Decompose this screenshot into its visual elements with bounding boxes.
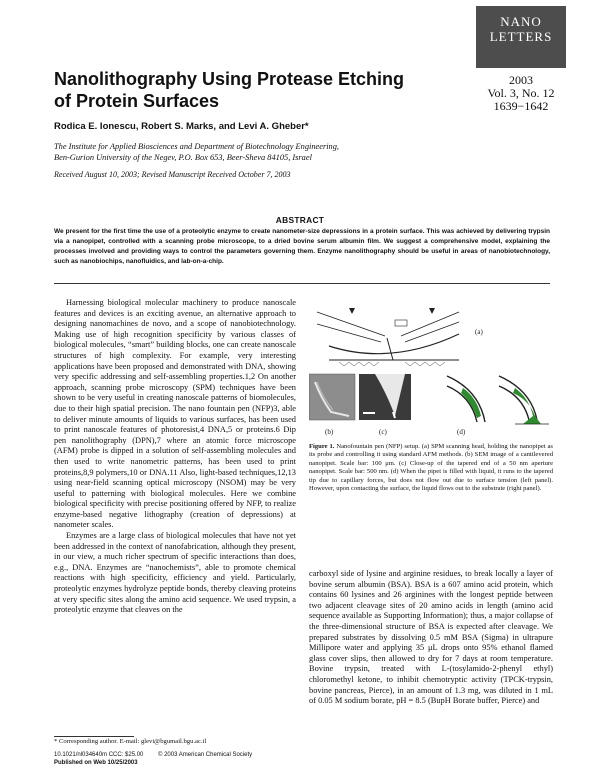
figure-panel-d-left — [447, 376, 485, 422]
figure-label-d: (d) — [457, 428, 466, 436]
authors: Rodica E. Ionescu, Robert S. Marks, and Levi A. Gheber* — [54, 121, 309, 132]
journal-badge — [476, 6, 566, 68]
title-line2: of Protein Surfaces — [54, 91, 220, 111]
journal-year: 2003 — [509, 73, 533, 87]
figure-panel-d-right — [499, 376, 549, 424]
copyright: © 2003 American Chemical Society — [158, 752, 253, 758]
journal-volume-block — [476, 74, 566, 113]
figure-1 — [309, 294, 553, 440]
figure-label-c: (c) — [379, 428, 387, 436]
figure-panel-b — [309, 374, 355, 420]
body-right-column — [309, 569, 553, 707]
journal-name-line2: LETTERS — [489, 29, 553, 44]
body-right-paragraph-1: carboxyl side of lysine and arginine residues, to break locally a layer of bovine serum albumin (BSA). BSA is a 607 amino acid protein, which contains 60 lysines and 26 arginines with the longest peptide between two adjacent cleavage sites of 20 amino acids in length (amino acid sequence available as Supporting Information); thus, a major collapse of the three-dimensional structure of BSA is expected after cleavage. We prepared substrates by dissolving 0.5 mM BSA (Sigma) in ultrapure Millipore water and applying 35 μL drops onto 95% ethanol flamed glass cover slips, then allowed to dry for 7 days at room temperature. Bovine trypsin, treated with L-(tosylamido-2-phenyl ethyl) chloromethyl ketone, to inhibit chemotryptic activity (TPCK-trypsin, bovine pancreas, Pierce), in an amount of 1.3 mg, was diluted in 1 mL of 0.05 M sodium borate, pH = 8.5 (BupH Borate buffer, Pierce) and — [309, 569, 553, 706]
journal-pages: 1639−1642 — [493, 99, 549, 113]
published-date: Published on Web 10/25/2003 — [54, 760, 138, 766]
abstract-text: We present for the first time the use of a proteolytic enzyme to create nanometer-size depressions in a protein surface. This was achieved by delivering trypsin via a nanopipet, controlled with a scanning probe microscope, to a dried bovine serum albumin film. We suggest a comprehensive model, explaining the processes involved and providing ways to control the parameters governing them. Enzyme nanolithography should be useful in areas of nanobiotechnology, such as nanobiochips, nanofluidics, and lab-on-a-chip. — [54, 228, 550, 265]
received-dates: Received August 10, 2003; Revised Manuscript Received October 7, 2003 — [54, 170, 291, 179]
journal-name-line1: NANO — [500, 14, 542, 29]
abstract-heading: ABSTRACT — [275, 215, 325, 225]
article-title — [54, 68, 454, 112]
figure-1-caption — [309, 443, 553, 493]
body-left-paragraph-1: Harnessing biological molecular machinery to produce nanoscale features and devices is an exciting avenue, an alternative approach to designing nanomachines de novo, and a scope of nanobiotechnology. Making use of high recognition specificity by various classes of biological molecules, “smart” building blocks, one can create nanoscale structures of high complexity. For example, very interesting applications have been proposed and demonstrated with DNA, showing very specific addressing and self-assembling properties.1,2 On another approach, scanning probe microscopy (SPM) techniques have been shown to be very useful in creating nanoscale patterns of biomolecules, due to their high spatial precision. The nano fountain pen (NFP)3, able to deliver minute amounts of liquids to various surfaces, has been used to print nanoscale features of photoresist,4 DNA,5 or proteins.6 Dip pen nanolithography (DPN),7 where an atomic force microscope (AFM) probe is dipped in a solution of self-assembling molecules and then used to write nanometric patterns, has been used to print proteins,8,9 polymers,10 or DNA.11 Also, light-based techniques,12,13 using near-field scanning optical microscopy (NSOM) may be very useful to patterning with biological molecules. Here we combine biological specificity with precise positioning offered by NFP, to realize enzyme-based negative lithography (creation of depressions) at nanometer scales. — [54, 298, 296, 530]
affiliation-line1: The Institute for Applied Biosciences and Department of Biotechnology Engineering, — [54, 142, 340, 151]
figure-label-a: (a) — [475, 328, 483, 336]
body-left-paragraph-2: Enzymes are a large class of biological molecules that have not yet been addressed in the context of nanofabrication, although they present, in our view, a much richer spectrum of specific interactions than does, e.g., DNA. Enzymes are “nanochemists”, able to promote chemical reactions with high specificity, efficiency and yield. Particularly, proteolytic enzymes hydrolyze peptide bonds, thereby cleaving proteins at very specific sites along the amino acid sequence. We used trypsin, a proteolytic enzyme that cleaves on the — [54, 531, 296, 615]
figure-caption-label: Figure 1. — [309, 443, 335, 450]
figure-label-b: (b) — [325, 428, 334, 436]
journal-volume: Vol. 3, No. 12 — [487, 86, 555, 100]
figure-panel-a — [309, 294, 469, 366]
body-left-column — [54, 298, 296, 616]
figure-caption-text: Nanofountain pen (NFP) setup. (a) SPM scanning head, holding the nanopipet as its probe and controlling it using standard AFM methods. (b) SEM image of a cantilevered nanopipet. Scale bar: 100 μm. (c) Close-up of the tapered end of a 50 nm aperture nanopipet. Scale bar: 500 nm. (d) When the pipet is filled with liquid, it runs to the tapered tip due to capillary forces, but does not flow out due to surface tension (left panel). However, upon contacting the surface, the liquid flows out to the substrate (right panel). — [309, 443, 553, 493]
figure-panel-c — [359, 374, 411, 420]
doi: 10.1021/nl034640m CCC: $25.00 — [54, 752, 144, 758]
corresponding-author-footnote: * Corresponding author. E-mail: glevi@bgumail.bgu.ac.il — [54, 738, 207, 745]
footnote-divider — [54, 736, 134, 737]
abstract-divider — [54, 283, 550, 284]
figure-1-graphic — [309, 294, 553, 440]
title-line1: Nanolithography Using Protease Etching — [54, 69, 405, 89]
affiliation — [54, 141, 474, 163]
affiliation-line2: Ben-Gurion University of the Negev, P.O. Box 653, Beer-Sheva 84105, Israel — [54, 153, 312, 162]
